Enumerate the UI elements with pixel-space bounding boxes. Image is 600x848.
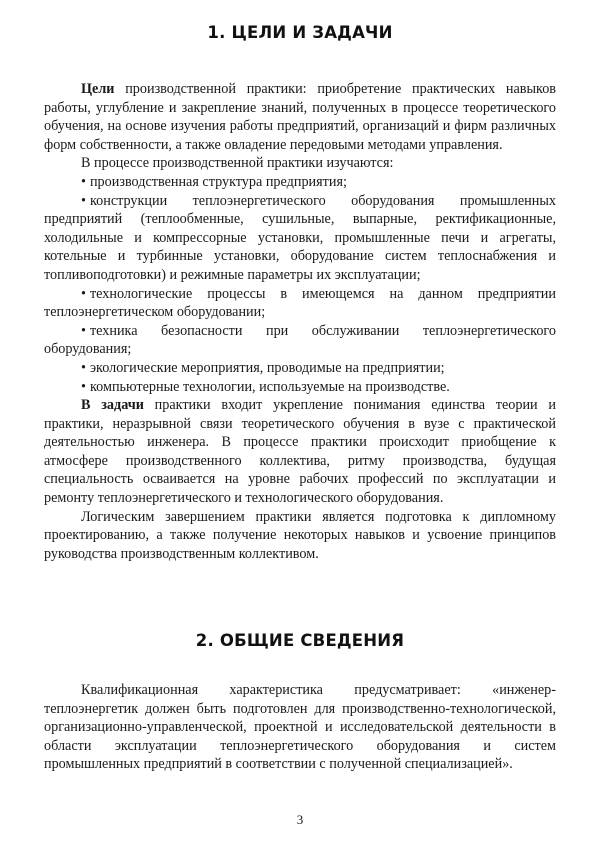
tasks-text: практики входит укрепление понимания единства теории и практики, неразрывной связи теоретического обучения в вузе с практической деятельностью инженера. В процессе практики происходит приобщение к атмосфере производственного коллектива, ритму производства, будущая специальность осваивается на уровне рабочих профессий по эксплуатации и ремонту теплоэнергетического и технологического оборудования. [44, 397, 556, 507]
list-item: • компьютерные технологии, используемые на производстве. [81, 378, 450, 395]
bullet-icon: • [81, 192, 86, 209]
section-1-body [44, 80, 556, 563]
section-2-body [44, 681, 556, 774]
study-intro: В процессе производственной практики изучаются: [81, 155, 394, 172]
bullet-icon: • [81, 322, 86, 339]
goals-text: производственной практики: приобретение практических навыков работы, углубление и закрепление знаний, полученных в процессе теоретического обучения, на основе изучения работы предприятий, организаций и фирм различных форм собственности, а также овладение передовыми методами управления. [44, 81, 556, 153]
goals-paragraph [44, 80, 556, 154]
tasks-lead: В задачи [81, 397, 144, 414]
bullet-icon: • [81, 378, 86, 395]
section-1-title: 1. ЦЕЛИ И ЗАДАЧИ [207, 23, 393, 42]
qualification-paragraph: Квалификационная характеристика предусматривает: «инженер-теплоэнергетик должен быть подготовлен для производственно-технологической, организационно-управленческой, проектной и исследовательской деятельности в области эксплуатации теплоэнергетического оборудования и систем промышленных предприятий в соответствии с полученной специализацией». [44, 682, 556, 773]
list-item: • конструкции теплоэнергетического оборудования промышленных предприятий (теплообменные, сушильные, выпарные, ректификационные, холодильные и компрессорные установки, промышленные печи и агрегаты, котельные и турбинные установки, оборудование систем теплоснабжения и топливоподготовки) и режимные параметры их эксплуатации; [44, 192, 556, 283]
goals-lead: Цели [81, 81, 115, 97]
page-number: 3 [296, 812, 304, 827]
bullet-icon: • [81, 359, 86, 376]
bullet-icon: • [81, 285, 86, 302]
tasks-paragraph [44, 396, 556, 508]
bullet-icon: • [81, 173, 86, 190]
list-item: • производственная структура предприятия; [81, 173, 347, 190]
section-2-title: 2. ОБЩИЕ СВЕДЕНИЯ [195, 631, 405, 650]
conclusion-paragraph: Логическим завершением практики является подготовка к дипломному проектированию, а также получение некоторых навыков и усвоение принципов руководства производственным коллективом. [44, 508, 556, 562]
list-item: • техника безопасности при обслуживании теплоэнергетического оборудования; [44, 322, 556, 358]
study-list [44, 173, 556, 396]
list-item: • технологические процессы в имеющемся на данном предприятии теплоэнергетическом оборудовании; [44, 285, 556, 321]
list-item: • экологические мероприятия, проводимые на предприятии; [81, 359, 445, 376]
